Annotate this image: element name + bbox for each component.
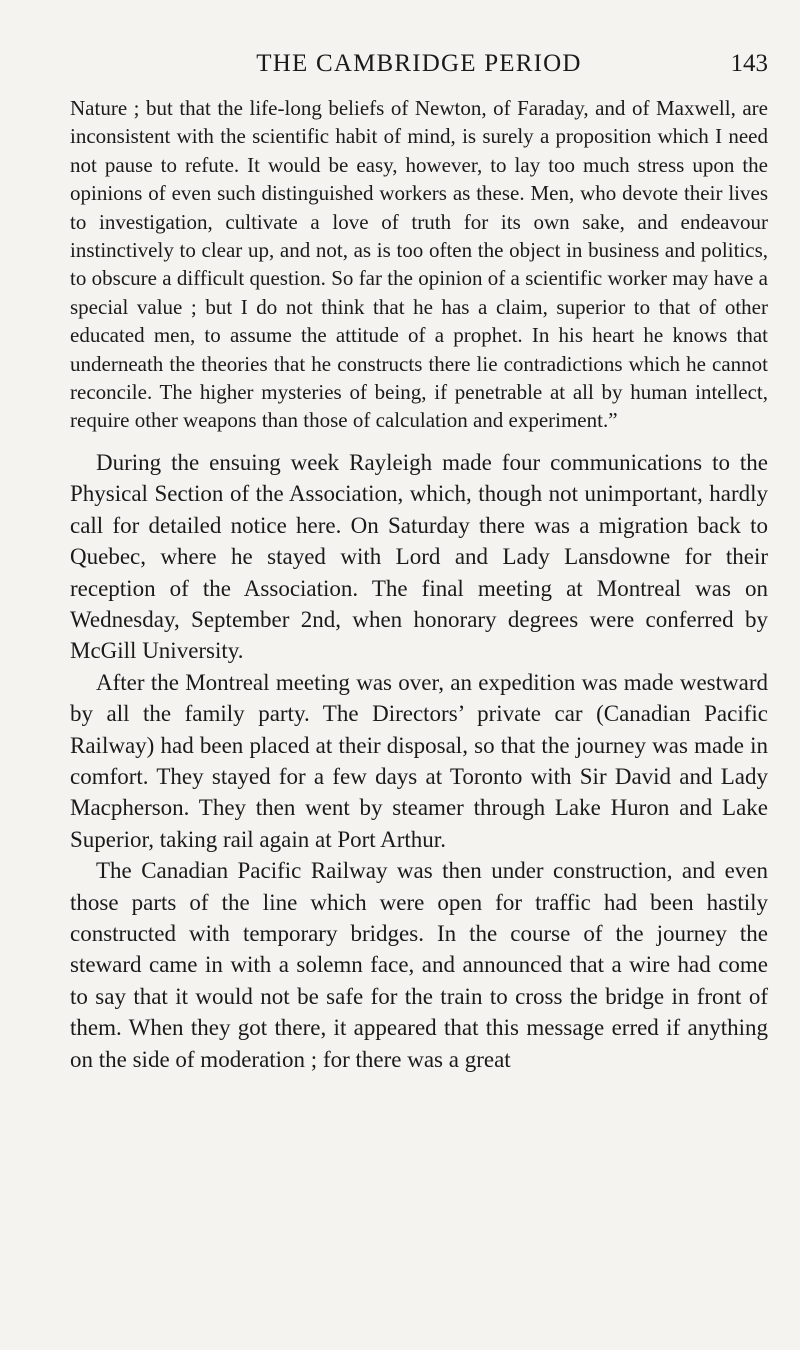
paragraph: After the Montreal meeting was over, an expedition was made westward by all the family party. The Directors’ private car (Canadian Pacific Railway) had been placed at their disposal, so that the journey was made in comfort. They stayed for a few days at Toronto with Sir David and Lady Macpherson. They then went by steamer through Lake Huron and Lake Superior, taking rail again at Port Arthur. bbox=[70, 669, 768, 852]
page-header bbox=[70, 44, 768, 84]
quoted-paragraph: Nature ; but that the life-long beliefs of Newton, of Faraday, and of Maxwell, are inconsistent with the scientific habit of mind, is surely a proposition which I need not pause to refute. It would be easy, however, to lay too much stress upon the opinions of even such distinguished workers as these. Men, who devote their lives to investigation, cultivate a love of truth for its own sake, and endeavour instinctively to clear up, and not, as is too often the object in business and politics, to obscure a difficult question. So far the opinion of a scientific worker may have a special value ; but I do not think that he has a claim, superior to that of other educated men, to assume the attitude of a prophet. In his heart he knows that underneath the theories that he constructs there lie contradictions which he cannot reconcile. The higher mysteries of being, if penetrable at all by human intellect, require other weapons than those of calculation and experiment.” bbox=[70, 96, 768, 433]
page-number: 143 bbox=[730, 50, 768, 77]
paragraph: During the ensuing week Rayleigh made four communications to the Physical Section of the Association, which, though not unimportant, hardly call for detailed notice here. On Saturday there was a migration back to Quebec, where he stayed with Lord and Lady Lansdowne for their reception of the Association. The final meeting at Montreal was on Wednesday, September 2nd, when honorary degrees were conferred by McGill University. bbox=[70, 449, 768, 664]
running-title: THE CAMBRIDGE PERIOD bbox=[256, 50, 582, 77]
body-text bbox=[70, 94, 768, 1075]
paragraph: The Canadian Pacific Railway was then under construction, and even those parts of the line which were open for traffic had been hastily constructed with temporary bridges. In the course of the journey the steward came in with a solemn face, and announced that a wire had come to say that it would not be safe for the train to cross the bridge in front of them. When they got there, it appeared that this message erred if anything on the side of moderation ; for there was a great bbox=[70, 858, 768, 1072]
